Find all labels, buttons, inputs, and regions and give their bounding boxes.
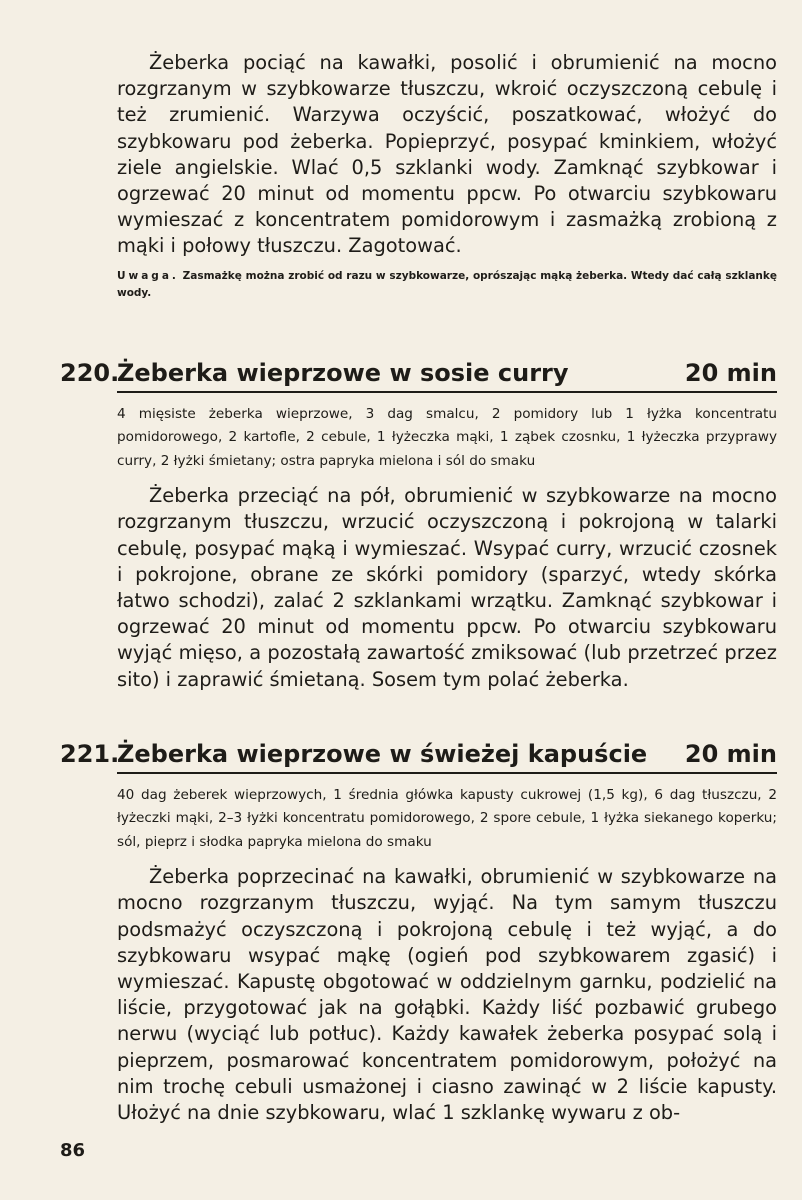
note-text: Zasmażkę można zrobić od razu w szybkowarze, oprószając mąką żeberka. Wtedy dać całą szklankę wody.	[117, 269, 778, 299]
recipe-title: Żeberka wieprzowe w świeżej kapuście	[117, 739, 648, 768]
page-number: 86	[60, 1140, 86, 1161]
intro-paragraph: Żeberka pociąć na kawałki, posolić i obrumienić na mocno rozgrzanym w szybkowarze tłuszczu, wkroić oczyszczoną cebulę i też zrumienić. Warzywa oczyścić, poszatkować, włożyć do szybkowaru pod żeberka. Popieprzyć, posypać kminkiem, włożyć ziele angielskie. Wlać 0,5 szklanki wody. Zamknąć szybkowar i ogrzewać 20 minut od momentu ppcw. Po otwarciu szybkowaru wymieszać z koncentratem pomidorowym i zasmażką zrobioną z mąki i połowy tłuszczu. Zagotować.	[117, 51, 777, 258]
recipe-220	[60, 358, 777, 693]
note-label: Uwaga.	[117, 269, 179, 282]
recipe-ingredients: 40 dag żeberek wieprzowych, 1 średnia główka kapusty cukrowej (1,5 kg), 6 dag tłuszczu, 2 łyżeczki mąki, 2–3 łyżki koncentratu pomidorowego, 2 spore cebule, 1 łyżka siekanego koperku; sól, pieprz i słodka papryka mielona do smaku	[117, 786, 777, 850]
recipe-number: 220.	[60, 358, 120, 387]
recipe-number: 221.	[60, 739, 120, 768]
recipe-time: 20 min	[684, 358, 777, 387]
recipe-heading	[60, 358, 777, 393]
recipe-method: Żeberka przeciąć na pół, obrumienić w szybkowarze na mocno rozgrzanym tłuszczu, wrzucić oczyszczoną i pokrojoną w talarki cebulę, posypać mąką i wymieszać. Wsypać curry, wrzucić czosnek i pokrojone, obrane ze skórki pomidory (sparzyć, wtedy skórka łatwo schodzi), zalać 2 szklankami wrzątku. Zamknąć szybkowar i ogrzewać 20 minut od momentu ppcw. Po otwarciu szybkowaru wyjąć mięso, a pozostałą zawartość zmiksować (lub przetrzeć przez sito) i zaprawić śmietaną. Sosem tym polać żeberka.	[117, 484, 777, 691]
recipe-221	[60, 739, 777, 1127]
recipe-title: Żeberka wieprzowe w sosie curry	[117, 358, 569, 387]
recipe-method: Żeberka poprzecinać na kawałki, obrumienić w szybkowarze na mocno rozgrzanym tłuszczu, wyjąć. Na tym samym tłuszczu podsmażyć oczyszczoną i pokrojoną cebulę i też wyjąć, a do szybkowaru wsypać mąkę (ogień pod szybkowarem zgasić) i wymieszać. Kapustę obgotować w oddzielnym garnku, podzielić na liście, przygotować jak na gołąbki. Każdy liść pozbawić grubego nerwu (wyciąć lub potłuc). Każdy kawałek żeberka posypać solą i pieprzem, posmarować koncentratem pomidorowym, położyć na nim trochę cebuli usmażonej i ciasno zawinąć w 2 liście kapusty. Ułożyć na dnie szybkowaru, wlać 1 szklankę wywaru z ob-	[117, 865, 777, 1125]
recipe-time: 20 min	[684, 739, 777, 768]
note	[117, 268, 777, 302]
page-body	[60, 50, 778, 1126]
recipe-heading	[60, 739, 777, 774]
recipe-ingredients: 4 mięsiste żeberka wieprzowe, 3 dag smalcu, 2 pomidory lub 1 łyżka koncentratu pomidorowego, 2 kartofle, 2 cebule, 1 łyżeczka mąki, 1 ząbek czosnku, 1 łyżeczka przyprawy curry, 2 łyżki śmietany; ostra papryka mielona i sól do smaku	[117, 405, 777, 469]
